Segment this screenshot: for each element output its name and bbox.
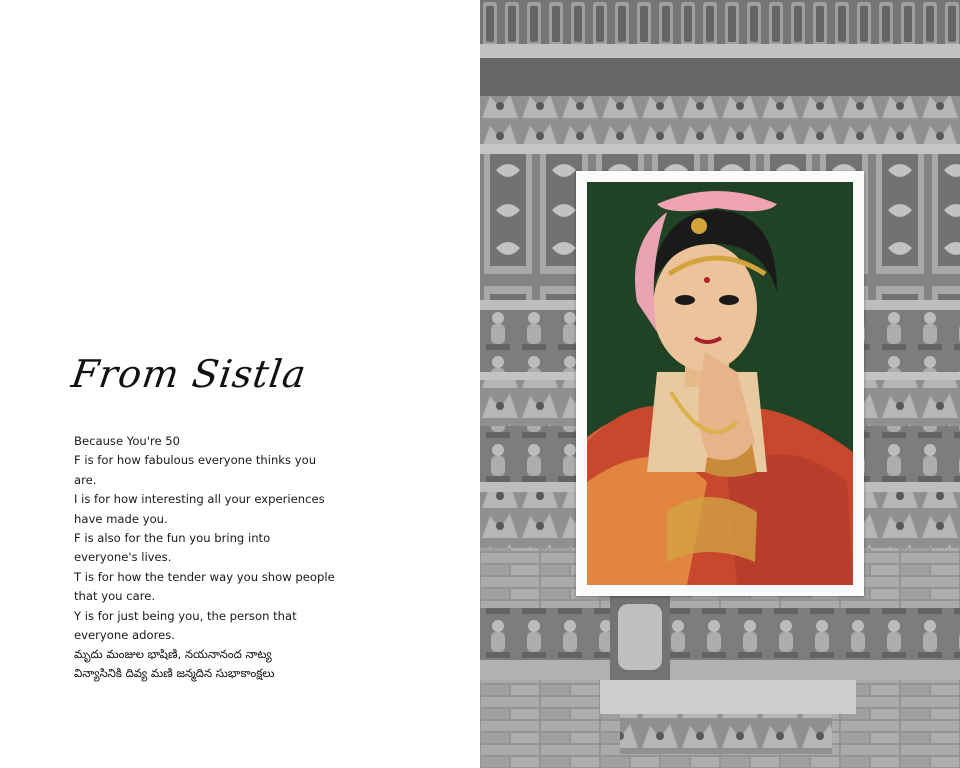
portrait-photo-frame	[576, 171, 864, 596]
signature-heading: From Sistla	[68, 352, 310, 396]
message-line: F is for how fabulous everyone thinks you are.	[74, 453, 317, 487]
message-line: I is for how interesting all your experiences have made you.	[74, 492, 325, 526]
dancer-portrait-illustration	[587, 182, 853, 585]
message-line: T is for how the tender way you show people that you care.	[74, 569, 335, 604]
message-line: F is also for the fun you bring into everyone's lives.	[74, 531, 271, 565]
telugu-line: విన్యాసినికి దివ్య మణి జన్మదిన సుభాకాంక్షలు	[74, 666, 275, 680]
message-line: Y is for just being you, the person that everyone adores.	[74, 608, 297, 643]
telugu-greeting	[74, 645, 374, 683]
telugu-line: మృదు మంజుల భాషిణి, నయనానంద నాట్య	[74, 647, 272, 661]
message-line: Because You're 50	[74, 434, 181, 448]
birthday-message	[74, 432, 336, 645]
dancer-portrait-photo	[587, 182, 853, 585]
